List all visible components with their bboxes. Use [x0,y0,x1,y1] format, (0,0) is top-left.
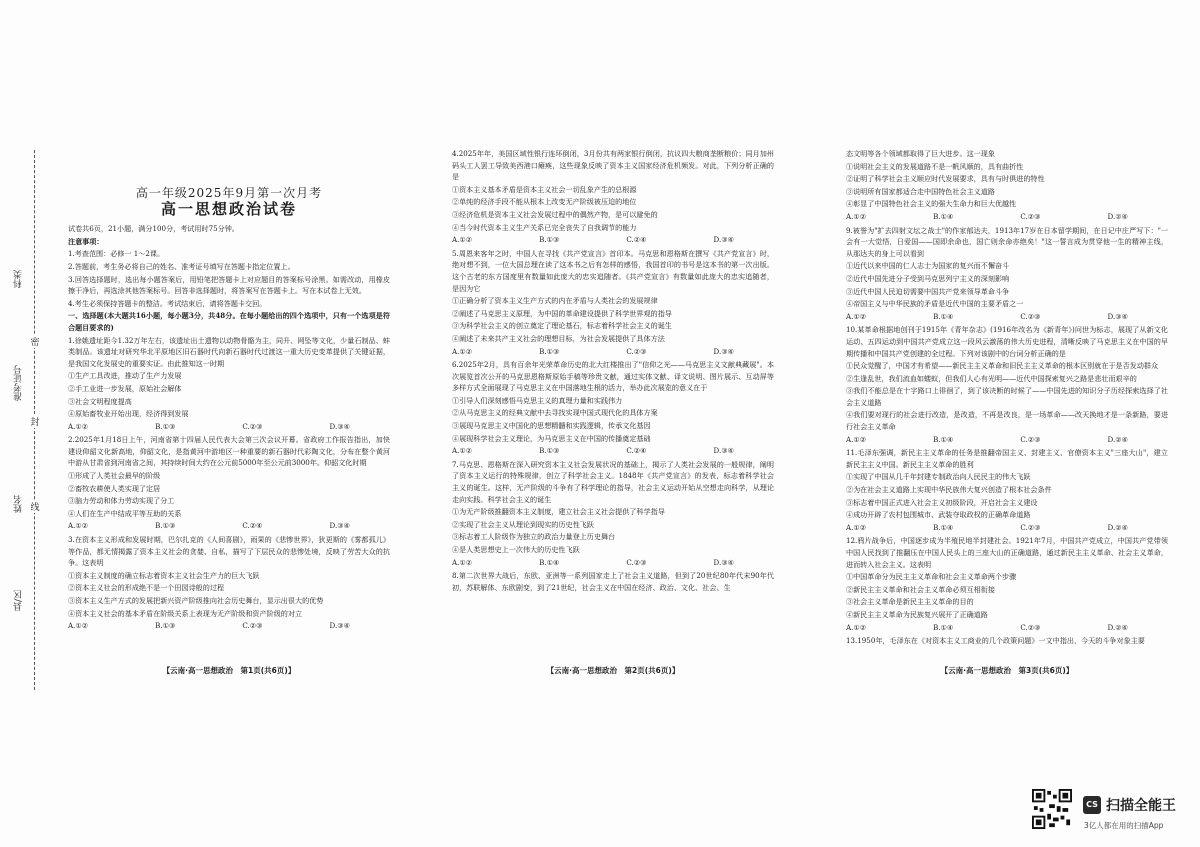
option: ②实现了社会主义从理论到现实的历史性飞跃 [452,519,594,529]
option: ③标志着中国正式进入社会主义初级阶段，开启社会主义建设 [846,497,1038,507]
answer-choices [846,622,1168,634]
question-list [68,335,390,632]
option: ②新民主主义革命和社会主义革命必须互相衔接 [846,584,995,594]
answer-choices [452,445,774,457]
option: ③说明所有国家都适合走中国特色社会主义道路 [846,186,995,196]
question-block [68,434,390,532]
question-block [846,447,1168,533]
question-list [846,225,1168,647]
option: ②从马克思主义的经典文献中去寻找实现中国式现代化的具体方案 [452,408,658,418]
answer-choices [68,520,390,532]
option: ①说明社会主义的发展道路不是一帆风顺的，具有曲折性 [846,161,1024,171]
question-block [846,324,1168,445]
choice: C.②③ [1020,522,1041,532]
choice: C.②③ [626,557,647,567]
choice: C.②③ [242,421,263,431]
choice: B.①④ [539,557,560,567]
exam-info: 试卷共6页，21小题，满分100分，考试用时75分钟。 [68,224,239,234]
option: ④成功开辟了农村包围城市、武装夺取政权的正确革命道路 [846,510,1031,520]
choice: A.①② [68,421,89,431]
choice: D.③④ [713,557,734,567]
answer-choices [846,211,1168,223]
choice: D.③④ [329,521,350,531]
question-stem: 13.1950年，毛泽东在《对资本主义工商业的几个政策问题》一文中指出，今天的斗争对象主要 [846,636,1145,646]
question-block [68,534,390,632]
option: ③展现马克思主义中国化的思想精髓和实践逻辑，传承文化基因 [452,421,651,431]
choice: D.③④ [329,621,350,631]
choice: D.③④ [329,421,350,431]
choice: C.②③ [1020,434,1041,444]
camscanner-tagline: 3亿人都在用的扫描App [1084,821,1164,830]
answer-choices [846,434,1168,446]
question-block [452,459,774,568]
option: ②近代中国先进分子受到马克思列宁主义的深刻影响 [846,273,1010,283]
option: ②资本主义社会的形成绝不是一个田园诗般的过程 [68,583,225,593]
option: ④原始畜牧业开始出现，经济得到发展 [68,409,189,419]
question-stem: 1.徐姚遗址距今1.32万年左右，该遗址出土遗物以动物骨骼为主，同升、网坠等文化，少量石制品、蚌类制品。该遗址对研究华北平原地区旧石器时代向新石器时代过渡这一重大历史变革提供了关键证据，是我国文化发展史的重要实证。由此推知这一时期 [68,335,390,368]
question-stem: 4.2025年年，美国区域性银行连环倒闭，3月份共有两家银行倒闭，抗议四大粮商垄断粮价；同月加州码头工人罢工导致美西港口瘫痪，这些现象反映了资本主义国家经济危机频发。对此，下列分析正确的是 [452,149,774,182]
choice: C.②③ [1020,622,1041,632]
note-item: 2.答题前，考生务必将自己的姓名、准考证号填写在答题卡指定位置上。 [68,261,295,271]
choice: C.②④ [626,235,647,245]
option: ①资本主义制度的确立标志着资本主义社会生产力的巨大飞跃 [68,570,260,580]
option: ③我们不能总是在十字路口上徘徊了，到了该决断的时候了——中国先进的知识分子历经探索选择了社会主义道路 [846,386,1168,407]
question-stem: 9.被誉为"扩去四射文坛之战士"的作家郁达夫，1913年17岁在日本留学期间，在日记中庄严写下："一会有一大觉悟，日爱国——国即余命也，国亡则余命亦绝矣！"这一誓言成为贯穿他一生的精神主线，从那达夫的身上可以看到 [846,225,1168,258]
option: ④人们在生产中结成平等互助的关系 [68,508,182,518]
choice: D.③④ [713,346,734,356]
choice: C.②③ [242,621,263,631]
question-block [452,148,774,246]
option: ④展现科学社会主义理论，为马克思主义在中国的传播奠定基础 [452,433,651,443]
seal-mark: 密 [28,335,42,348]
choice: A.①② [452,235,473,245]
option: ②证明了科学社会主义顺应时代发展要求，具有与时俱进的特性 [846,174,1045,184]
question-stem: 10.某革命根据地创刊于1915年《青年杂志》(1916年改名为《新青年》)问世为标志，展现了从新文化运动、五四运动到中国共产党成立这一段风云激荡的伟大历史进程，清晰反映了马克思主义在中国的早期传播和中国共产党创建的全过程。下列对该剧中的台词分析正确的是 [846,325,1168,358]
note-item: 1.考查范围：必修一 1～2课。 [68,249,165,259]
choice: A.①② [846,211,867,221]
question-stem: 8.第二次世界大战后，东欧、亚洲等一系列国家走上了社会主义道路，但到了20世纪80年代末90年代初，苏联解体、东欧剧变，到了21世纪，社会主义在中国在经济、政治、文化、社会、生 [452,571,774,592]
note-item: 4.考生必须保持答题卡的整洁。考试结束后，请将答题卡交回。 [68,298,267,308]
page-2-footer: 【云南·高一思想政治 第2页(共6页)】 [546,666,680,675]
option: ③近代中国人民迫切需要中国共产党来领导革命斗争 [846,286,1010,296]
question-stem: 2.2025年1月18日上午，河南省第十四届人民代表大会第三次会议开幕。省政府工作报告指出，加快建设仰韶文化新高地，仰韶文化，是指黄河中游地区一种重要的新石器时代彩陶文化，分布在整个黄河中游从甘肃省到河南省之间，其持续时间大约在公元前5000年至公元前3000年。仰韶文化时期 [68,435,390,468]
exam-number-label: 准考证号 [14,365,24,401]
answer-choices [68,421,390,433]
name-label: 姓名 [14,495,24,513]
option: ④新民主主义革命为民族复兴展开了正确道路 [846,609,988,619]
choice: B.①③ [539,446,560,456]
choice: B.①④ [933,522,954,532]
option: ①中国革命分为民主主义革命和社会主义革命两个步骤 [846,572,1017,582]
question-stem: 5.周恩来客年之时，中国人在寻找《共产党宣言》首印本。马克思和恩格斯在撰写《共产党宣言》时，绝对想不到，一位大国总理在读了这本书之后有怎样的感悟，我国首印的书号是这本书的第一次出版。这个古老的东方国度里有数量如此庞大的忠实追随者。《共产党宣言》有数量如此庞大的忠实追随者，是因为它 [452,248,774,293]
option: ①民众觉醒了，中国才有希望——新民主主义革命和旧民主主义革命的根本区别就在于是否发动群众 [846,361,1159,371]
binding-strip [14,150,40,690]
option: ③标志着工人阶级作为独立的政治力量登上历史舞台 [452,532,616,542]
option: ②畜牧农耕使人类实现了定居 [68,483,161,493]
question-stem: 3.在资本主义形成和发展时期，巴尔扎克的《人间喜剧》，雨果的《悲惨世界》，狄更斯的《雾都孤儿》等作品，都无情揭露了资本主义社会的贪婪、自私，描写了下层民众的悲惨处境，反映了劳苦大众的抗争。这表明 [68,535,390,568]
choice: A.①② [846,434,867,444]
option: ①实现了中国从几千年封建专制政治向人民民主的伟大飞跃 [846,472,1031,482]
option: ①形成了人类社会最早的阶级 [68,471,161,481]
choice: A.①② [68,521,89,531]
choice: D.②④ [1107,434,1128,444]
choice: D.③④ [713,446,734,456]
option: ④我们要对现行的社会进行改造，是改造，不再是改良，是一场革命——改天换地才是一条新路，要进行社会主义革命 [846,410,1168,432]
exam-subtitle: 高一年级2025年9月第一次月考 [135,186,323,200]
choice: C.②③ [1020,311,1041,321]
option: ④阐述了未来共产主义社会的理想目标，为社会发展提供了具体方法 [452,333,665,343]
choice: D.③④ [713,235,734,245]
question-block [846,635,1168,647]
choice: B.①④ [933,434,954,444]
question-block [452,248,774,357]
choice: A.①② [846,622,867,632]
option: ④彰显了中国特色社会主义的强大生命力和巨大优越性 [846,199,1017,209]
option: ③为科学社会主义的创立奠定了理论基石，标志着科学社会主义的诞生 [452,321,672,331]
notes-heading: 注意事项： [68,236,104,246]
option: ②生逢乱世，我们流血如蝼蚁，但我们人心有光明——近代中国探索复兴之路是悲壮而艰辛的 [846,373,1137,383]
answer-choices [846,522,1168,534]
choice: B.①③ [539,235,560,245]
option: ③社会文明程度提高 [68,396,132,406]
choice: B.①③ [539,346,560,356]
subject-label: 科类 [14,270,24,288]
choice: A.①② [452,557,473,567]
question-block [846,225,1168,323]
choice: A.①② [452,446,473,456]
option: ③资本主义生产方式的发展把新兴资产阶级推向社会历史舞台，显示出很大的优势 [68,596,324,605]
answer-choices [68,620,390,632]
option: ③社会主义革命是新民主主义革命的目的 [846,597,974,607]
page-3-column [846,148,1168,653]
option: ④帝国主义与中华民族的矛盾是近代中国的主要矛盾之一 [846,299,1024,309]
option: ②阐述了马克思主义原理，为中国的革命建设提供了科学世界观的指导 [452,308,672,318]
choice: A.①② [846,311,867,321]
question-block [452,359,774,457]
county-label: 县/区 [14,590,24,612]
option: ①生产工具改进，推动了生产力发展 [68,371,182,381]
option: ②手工业进一步发展，原始社会解体 [68,383,182,393]
choice: B.①④ [933,311,954,321]
seal-mark: 封 [28,415,42,428]
option: ③脑力劳动和体力劳动实现了分工 [68,496,175,506]
option: ①正确分析了资本主义生产方式的内在矛盾与人类社会的发展规律 [452,296,658,306]
option: ④是人类思想史上一次伟大的历史性飞跃 [452,545,580,554]
choice: A.①② [846,522,867,532]
answer-choices [452,346,774,358]
option: ①资本主义基本矛盾是资本主义社会一切乱象产生的总根源 [452,184,637,194]
page-2-column [452,148,774,653]
question-stem: 6.2025年2月，具有百余年光荣革命历史的北大红楼推出了"信仰之光——马克思主义文献典藏展"。本次展览首次公开的马克思恩格斯原始手稿等珍贵文献，通过实体文献、译文说明、图片展示、互动屏等多样方式全面展现了马克思主义在中国落地生根的活力，举办此次展览的意义在于 [452,360,774,393]
choice: B.①③ [155,521,176,531]
answer-choices [452,557,774,569]
page-3-footer: 【云南·高一思想政治 第3页(共6页)】 [940,666,1074,675]
choice: C.②③ [626,346,647,356]
note-item: 3.回答选择题时，选出每小题答案后，用铅笔把答题卡上对应题目的答案标号涂黑。如需改动，用橡皮擦干净后，再选涂其他答案标号。回答非选择题时，将答案写在答题卡上。写在本试卷上无效。 [68,274,390,296]
section-heading: 一、选择题(本大题共16小题，每小题3分，共48分。在每小题给出的四个选项中，只有一个选项是符合题目要求的) [68,311,390,332]
option: ①近代以来中国的仁人志士为国家的复兴而不懈奋斗 [846,261,1010,271]
choice: C.②③ [1020,211,1041,221]
choice: A.①② [452,346,473,356]
choice: D.②④ [1107,522,1128,532]
option: ②单纯的经济手段不能从根本上改变无产阶级被压迫的地位 [452,197,637,207]
answer-choices [846,311,1168,323]
exam-title: 高一思想政治试卷 [160,199,297,218]
option: ②为在社会主义道路上实现中华民族伟大复兴创造了根本社会条件 [846,485,1052,495]
qr-code-icon [1032,789,1072,829]
question-block [846,535,1168,633]
question-list [452,148,774,593]
answer-choices [452,234,774,246]
choice: B.①④ [933,211,954,221]
seal-mark: 线 [28,500,42,513]
option: ①引导人们深刻感悟马克思主义的真理力量和实践伟力 [452,395,623,405]
question-block [68,335,390,433]
page-1-footer: 【云南·高一思想政治 第1页(共6页)】 [162,666,296,675]
choice: B.①④ [933,622,954,632]
option: ④资本主义社会的基本矛盾在阶级关系上表现为无产阶级和资产阶级的对立 [68,608,303,618]
choice: D.②④ [1107,211,1128,221]
page-1-column [68,140,390,670]
choice: B.①③ [155,621,176,631]
camscanner-app-name: 扫描全能王 [1106,798,1176,814]
choice: D.③④ [1107,311,1128,321]
question-stem: 7.马克思、恩格斯在深入研究资本主义社会发展状况的基础上，揭示了人类社会发展的一般规律，阐明了资本主义运行的特殊规律，创立了科学社会主义。1848年《共产党宣言》的发表，标志着科学社会主义的诞生。这样，无产阶级的斗争有了科学理论的指导，社会主义运动开始从空想走向科学，从理论走向实践。科学社会主义的诞生 [452,459,774,504]
question-stem: 11.毛泽东强调，新民主主义革命的任务是推翻帝国主义、封建主义、官僚资本主义"三座大山"，建立新民主主义中国。新民主主义革命的胜利 [846,448,1168,469]
question-block [452,570,774,593]
question-stem: 12.鸦片战争后，中国逐步成为半殖民地半封建社会。1921年7月，中国共产党成立，中国共产党带领中国人民找到了推翻压在中国人民头上的三座大山的正确道路，通过新民主主义革命、社会主义革命，进而转入社会主义。这表明 [846,536,1168,569]
choice: D.②④ [1107,622,1128,632]
option: ①为无产阶级推翻资本主义制度，建立社会主义社会提供了科学指导 [452,507,665,517]
continuation-text: 态文明等各个领域都取得了巨大进步。这一现象 [846,149,995,158]
camscanner-logo: CS [1083,796,1101,814]
choice: A.①② [68,621,89,631]
choice: B.①③ [155,421,176,431]
choice: C.②④ [626,446,647,456]
choice: C.②④ [242,521,263,531]
option: ③经济危机是资本主义社会发展过程中的偶然产物，是可以避免的 [452,209,658,219]
option: ④当今时代资本主义生产关系已完全丧失了自我调节的能力 [452,222,637,232]
